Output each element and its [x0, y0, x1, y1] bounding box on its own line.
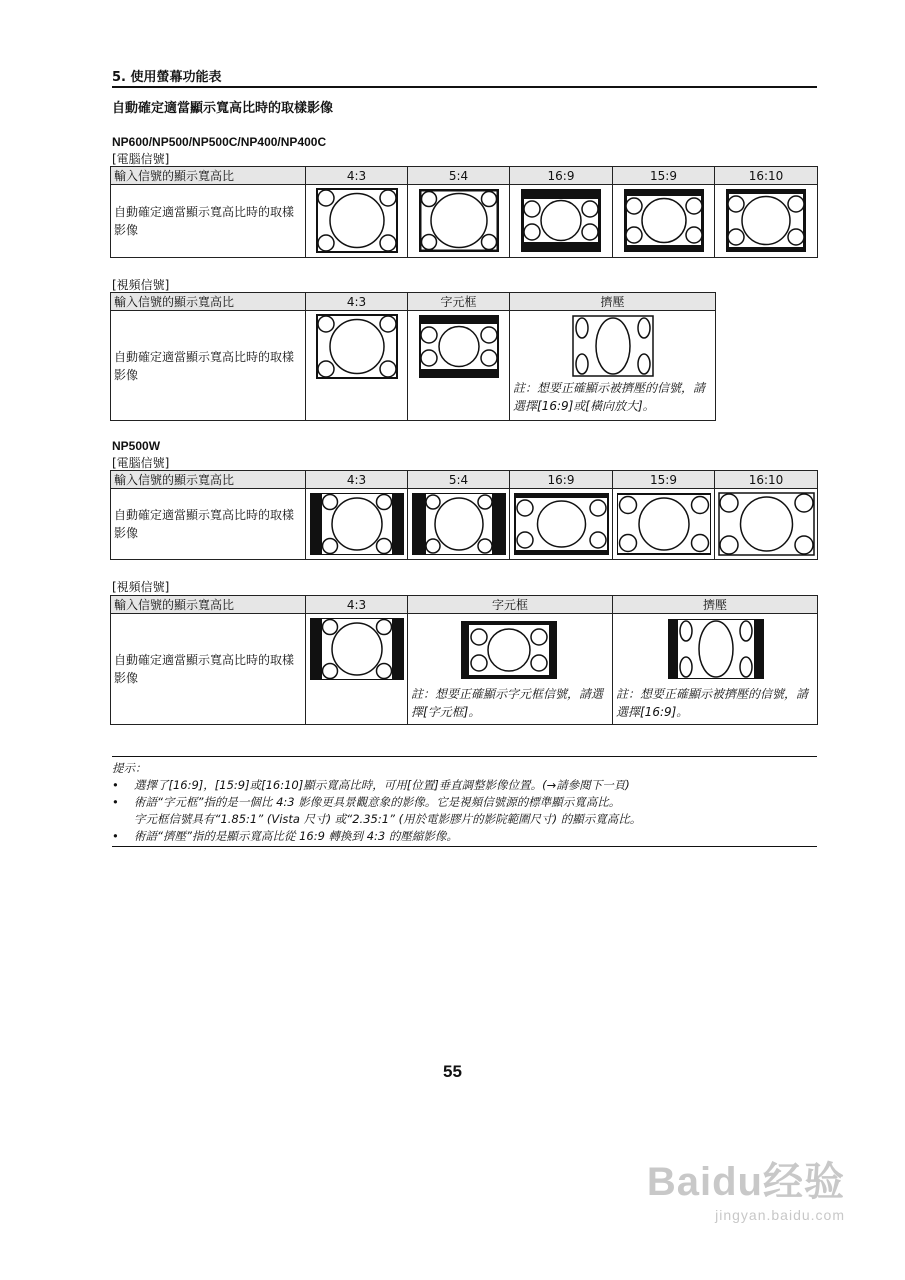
table-np500w-video	[110, 595, 818, 725]
row-label-sample: 自動確定適當顯示寬高比時的取樣影像	[111, 185, 306, 258]
sample-cell	[613, 614, 818, 725]
col-5-4: 5:4	[408, 471, 510, 489]
signal-label-computer-2: [電腦信號]	[112, 456, 170, 470]
bullet-icon: •	[112, 795, 119, 809]
col-letterbox: 字元框	[408, 596, 613, 614]
col-16-10: 16:10	[715, 471, 818, 489]
model-heading-np600: NP600/NP500/NP500C/NP400/NP400C	[112, 135, 327, 149]
sample-cell	[715, 185, 818, 258]
col-16-9: 16:9	[510, 471, 613, 489]
row-label-sample: 自動確定適當顯示寬高比時的取樣影像	[111, 489, 306, 560]
header-input-aspect: 輸入信號的顯示寬高比	[111, 167, 306, 185]
w-video-letterbox-icon	[408, 614, 613, 682]
header-input-aspect: 輸入信號的顯示寬高比	[111, 293, 306, 311]
page-number: 55	[443, 1062, 462, 1081]
header-rule	[112, 86, 817, 88]
sample-cell	[306, 614, 408, 725]
sample-cell	[408, 185, 510, 258]
w-sample-16-10-icon	[715, 489, 818, 559]
sample-cell	[408, 311, 510, 421]
row-label-sample: 自動確定適當顯示寬高比時的取樣影像	[111, 311, 306, 421]
sample-cell	[510, 185, 613, 258]
col-letterbox: 字元框	[408, 293, 510, 311]
col-15-9: 15:9	[613, 167, 715, 185]
w-sample-4-3-icon	[306, 489, 408, 559]
col-4-3: 4:3	[306, 471, 408, 489]
col-4-3: 4:3	[306, 596, 408, 614]
watermark-url: jingyan.baidu.com	[715, 1207, 845, 1223]
sample-15-9-icon	[613, 185, 715, 257]
sample-16-10-icon	[715, 185, 818, 257]
section-header: 5. 使用螢幕功能表	[112, 70, 222, 85]
video-squeeze-icon	[510, 311, 716, 379]
col-15-9: 15:9	[613, 471, 715, 489]
table-np500w-computer	[110, 470, 818, 560]
sample-cell	[306, 489, 408, 560]
table-np600-computer	[110, 166, 818, 258]
video-letterbox-icon	[408, 311, 510, 383]
bullet-icon: •	[112, 829, 119, 843]
sample-5-4-icon	[408, 185, 510, 257]
sample-cell	[510, 489, 613, 560]
video-4-3-icon	[306, 311, 408, 383]
w-video-4-3-icon	[306, 614, 408, 684]
sample-cell	[613, 185, 715, 258]
sample-cell	[613, 489, 715, 560]
col-4-3: 4:3	[306, 293, 408, 311]
col-16-9: 16:9	[510, 167, 613, 185]
note-squeeze: 註：想要正確顯示被擠壓的信號，請選擇[16:9]或[橫向放大]。	[513, 381, 706, 413]
w-video-squeeze-icon	[613, 614, 818, 682]
sample-4-3-icon	[306, 185, 408, 257]
tip-item: • 術語“擠壓”指的是顯示寬高比從 16:9 轉換到 4:3 的壓縮影像。	[112, 829, 458, 843]
tip-item: • 術語“字元框”指的是一個比 4:3 影像更具景觀意象的影像。它是視頻信號源的標準顯示寬高比。	[112, 795, 621, 809]
w-sample-5-4-icon	[408, 489, 510, 559]
page-subtitle: 自動確定適當顯示寬高比時的取樣影像	[112, 101, 334, 116]
signal-label-video-2: [視頻信號]	[112, 580, 170, 594]
col-5-4: 5:4	[408, 167, 510, 185]
col-4-3: 4:3	[306, 167, 408, 185]
table-np600-video	[110, 292, 716, 421]
col-squeeze: 擠壓	[613, 596, 818, 614]
sample-cell	[408, 489, 510, 560]
sample-16-9-icon	[510, 185, 613, 257]
col-16-10: 16:10	[715, 167, 818, 185]
col-squeeze: 擠壓	[510, 293, 716, 311]
header-input-aspect: 輸入信號的顯示寬高比	[111, 471, 306, 489]
w-sample-16-9-icon	[510, 489, 613, 559]
tip-item-continued: 字元框信號具有“1.85:1” (Vista 尺寸) 或“2.35:1” (用於電影膠片的影院範圍尺寸) 的顯示寬高比。	[134, 812, 642, 826]
watermark	[647, 1150, 845, 1223]
sample-cell	[306, 311, 408, 421]
sample-cell	[306, 185, 408, 258]
tips-section	[112, 760, 817, 845]
tip-item: • 選擇了[16:9]，[15:9]或[16:10]顯示寬高比時，可用[位置]垂直調整影像位置。(→請參閱下一頁)	[112, 778, 630, 792]
header-input-aspect: 輸入信號的顯示寬高比	[111, 596, 306, 614]
w-sample-15-9-icon	[613, 489, 715, 559]
row-label-sample: 自動確定適當顯示寬高比時的取樣影像	[111, 614, 306, 725]
tips-title: 提示：	[112, 761, 147, 775]
tips-top-rule	[112, 756, 817, 757]
note-squeeze-2: 註：想要正確顯示被擠壓的信號，請選擇[16:9]。	[616, 687, 809, 719]
signal-label-video: [視頻信號]	[112, 278, 170, 292]
sample-cell	[715, 489, 818, 560]
tips-bottom-rule	[112, 846, 817, 847]
note-letterbox: 註：想要正確顯示字元框信號，請選擇[字元框]。	[411, 687, 604, 719]
sample-cell	[510, 311, 716, 421]
model-heading-np500w: NP500W	[112, 439, 161, 453]
sample-cell	[408, 614, 613, 725]
watermark-brand: Baidu经验	[646, 1160, 845, 1204]
bullet-icon: •	[112, 778, 119, 792]
signal-label-computer: [電腦信號]	[112, 152, 170, 166]
